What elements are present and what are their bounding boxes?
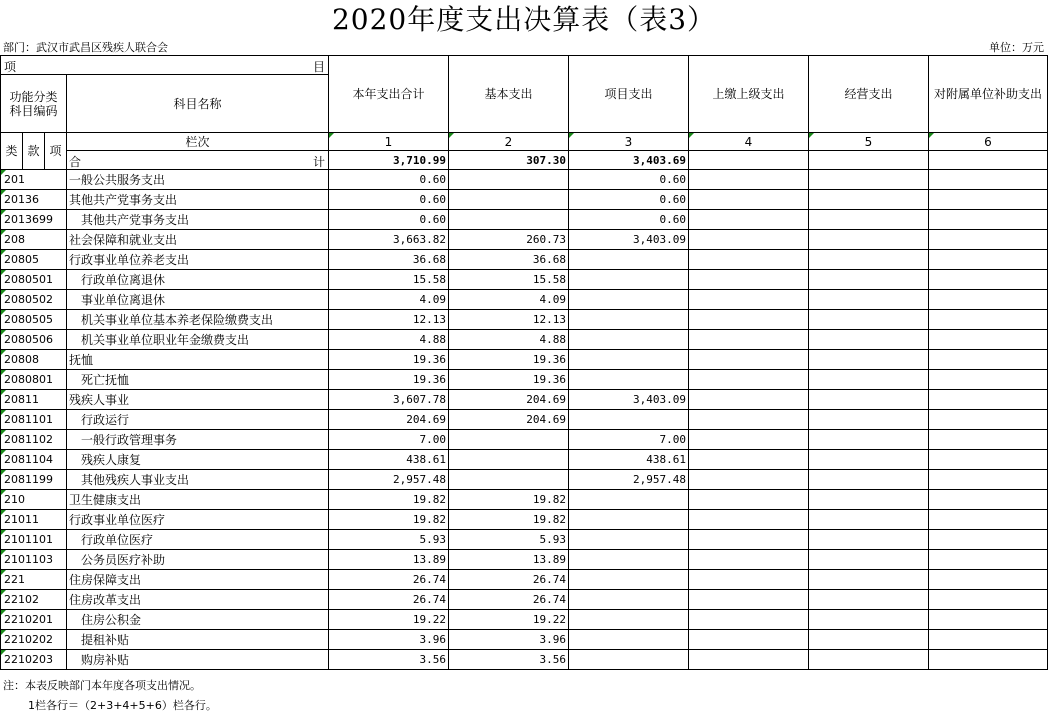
row-value-5: [809, 450, 929, 470]
col-header-2: 基本支出: [449, 56, 569, 133]
department-label: 部门：武汉市武昌区残疾人联合会: [3, 41, 168, 54]
row-value-6: [929, 330, 1048, 350]
table-row: [1, 550, 1048, 570]
row-value-4: [689, 310, 809, 330]
row-value-6: [929, 630, 1048, 650]
row-value-3: [569, 510, 689, 530]
row-value-2: [449, 170, 569, 190]
row-code: 20136: [1, 190, 67, 210]
row-subject-name: 行政运行: [67, 410, 329, 430]
row-value-2: 3.96: [449, 630, 569, 650]
row-value-1: 204.69: [329, 410, 449, 430]
table-row: [1, 370, 1048, 390]
header-xiang-mu-cell: [1, 56, 329, 75]
table-row: [1, 190, 1048, 210]
row-code: 210: [1, 490, 67, 510]
total-he: 合: [69, 155, 82, 169]
table-row: [1, 450, 1048, 470]
row-value-5: [809, 350, 929, 370]
row-value-4: [689, 290, 809, 310]
row-value-1: 438.61: [329, 450, 449, 470]
row-value-6: [929, 370, 1048, 390]
row-value-1: 13.89: [329, 550, 449, 570]
row-value-1: 19.22: [329, 610, 449, 630]
total-value-4: [689, 151, 809, 170]
row-value-1: 5.93: [329, 530, 449, 550]
row-subject-name: 行政单位医疗: [67, 530, 329, 550]
table-row: [1, 430, 1048, 450]
table-row: [1, 470, 1048, 490]
row-value-4: [689, 550, 809, 570]
row-value-2: 36.68: [449, 250, 569, 270]
row-value-6: [929, 430, 1048, 450]
col-no-3: 3: [569, 133, 689, 151]
row-value-3: [569, 590, 689, 610]
row-value-3: 3,403.09: [569, 230, 689, 250]
table-row: [1, 250, 1048, 270]
table-row: [1, 330, 1048, 350]
row-value-6: [929, 490, 1048, 510]
row-value-4: [689, 350, 809, 370]
row-value-2: 260.73: [449, 230, 569, 250]
table-row: [1, 230, 1048, 250]
row-subject-name: 死亡抚恤: [67, 370, 329, 390]
row-subject-name: 机关事业单位基本养老保险缴费支出: [67, 310, 329, 330]
total-value-6: [929, 151, 1048, 170]
row-subject-name: 一般公共服务支出: [67, 170, 329, 190]
row-value-2: 4.09: [449, 290, 569, 310]
col-header-1: 本年支出合计: [329, 56, 449, 133]
row-value-6: [929, 610, 1048, 630]
header-xiang2: 项: [45, 133, 67, 170]
row-code: 2081199: [1, 470, 67, 490]
row-value-3: [569, 630, 689, 650]
row-value-1: 3,663.82: [329, 230, 449, 250]
col-no-5: 5: [809, 133, 929, 151]
row-value-5: [809, 610, 929, 630]
table-row: [1, 210, 1048, 230]
row-value-1: 19.82: [329, 510, 449, 530]
row-value-2: 26.74: [449, 590, 569, 610]
row-code: 2080501: [1, 270, 67, 290]
expenditure-table: [0, 55, 1048, 670]
row-value-4: [689, 370, 809, 390]
row-subject-name: 事业单位离退休: [67, 290, 329, 310]
total-ji: 计: [312, 155, 325, 169]
row-value-2: 4.88: [449, 330, 569, 350]
row-value-2: 19.82: [449, 510, 569, 530]
row-value-6: [929, 230, 1048, 250]
row-value-6: [929, 450, 1048, 470]
row-value-3: [569, 270, 689, 290]
row-value-6: [929, 470, 1048, 490]
row-code: 221: [1, 570, 67, 590]
col-header-4: 上缴上级支出: [689, 56, 809, 133]
row-value-2: 204.69: [449, 390, 569, 410]
row-value-3: [569, 370, 689, 390]
row-subject-name: 住房改革支出: [67, 590, 329, 610]
row-value-3: [569, 610, 689, 630]
row-value-5: [809, 390, 929, 410]
row-code: 20811: [1, 390, 67, 410]
row-value-2: [449, 190, 569, 210]
header-kuan: 款: [23, 133, 45, 170]
row-value-2: 5.93: [449, 530, 569, 550]
row-code: 2013699: [1, 210, 67, 230]
row-value-6: [929, 210, 1048, 230]
row-value-4: [689, 530, 809, 550]
note-2: 1栏各行＝（2+3+4+5+6）栏各行。: [28, 699, 217, 712]
row-subject-name: 抚恤: [67, 350, 329, 370]
row-value-6: [929, 590, 1048, 610]
row-code: 2080506: [1, 330, 67, 350]
row-value-2: 204.69: [449, 410, 569, 430]
row-value-3: [569, 350, 689, 370]
row-value-5: [809, 570, 929, 590]
row-code: 208: [1, 230, 67, 250]
table-row: [1, 630, 1048, 650]
row-value-3: [569, 570, 689, 590]
row-value-6: [929, 310, 1048, 330]
row-value-2: 13.89: [449, 550, 569, 570]
row-subject-name: 提租补贴: [67, 630, 329, 650]
col-header-5: 经营支出: [809, 56, 929, 133]
row-value-5: [809, 210, 929, 230]
col-no-1: 1: [329, 133, 449, 151]
row-value-3: [569, 490, 689, 510]
row-value-6: [929, 510, 1048, 530]
row-value-3: 3,403.09: [569, 390, 689, 410]
header-lei: 类: [1, 133, 23, 170]
total-label-cell: [67, 151, 329, 170]
header-func-code: 功能分类科目编码: [1, 75, 67, 133]
row-subject-name: 卫生健康支出: [67, 490, 329, 510]
row-value-6: [929, 350, 1048, 370]
row-value-2: 15.58: [449, 270, 569, 290]
row-value-6: [929, 570, 1048, 590]
row-value-6: [929, 270, 1048, 290]
total-value-2: 307.30: [449, 151, 569, 170]
row-value-6: [929, 170, 1048, 190]
row-value-2: 19.82: [449, 490, 569, 510]
row-code: 2081101: [1, 410, 67, 430]
row-value-3: [569, 410, 689, 430]
total-value-3: 3,403.69: [569, 151, 689, 170]
row-value-2: [449, 450, 569, 470]
row-value-2: 26.74: [449, 570, 569, 590]
row-subject-name: 残疾人事业: [67, 390, 329, 410]
row-value-3: [569, 550, 689, 570]
row-value-4: [689, 410, 809, 430]
row-value-5: [809, 530, 929, 550]
row-value-1: 3.56: [329, 650, 449, 670]
table-row: [1, 570, 1048, 590]
row-value-6: [929, 390, 1048, 410]
row-value-4: [689, 650, 809, 670]
col-no-2: 2: [449, 133, 569, 151]
row-value-4: [689, 510, 809, 530]
row-value-1: 15.58: [329, 270, 449, 290]
row-code: 2101101: [1, 530, 67, 550]
table-row: [1, 310, 1048, 330]
row-value-5: [809, 510, 929, 530]
row-value-5: [809, 550, 929, 570]
row-value-1: 3,607.78: [329, 390, 449, 410]
row-value-5: [809, 270, 929, 290]
row-value-5: [809, 430, 929, 450]
row-subject-name: 机关事业单位职业年金缴费支出: [67, 330, 329, 350]
row-value-6: [929, 650, 1048, 670]
header-mu: 目: [312, 60, 325, 74]
row-code: 2081102: [1, 430, 67, 450]
row-subject-name: 社会保障和就业支出: [67, 230, 329, 250]
row-code: 2080505: [1, 310, 67, 330]
row-code: 201: [1, 170, 67, 190]
row-subject-name: 公务员医疗补助: [67, 550, 329, 570]
total-value-1: 3,710.99: [329, 151, 449, 170]
row-code: 2101103: [1, 550, 67, 570]
note-1: 注：本表反映部门本年度各项支出情况。: [3, 679, 201, 692]
row-value-1: 0.60: [329, 170, 449, 190]
row-value-3: 7.00: [569, 430, 689, 450]
row-code: 2210202: [1, 630, 67, 650]
row-value-5: [809, 230, 929, 250]
row-value-3: 0.60: [569, 210, 689, 230]
row-value-6: [929, 530, 1048, 550]
header-subject-name: 科目名称: [67, 75, 329, 133]
row-value-3: [569, 530, 689, 550]
row-value-4: [689, 630, 809, 650]
row-value-4: [689, 590, 809, 610]
row-value-1: 3.96: [329, 630, 449, 650]
row-subject-name: 住房公积金: [67, 610, 329, 630]
row-value-3: [569, 310, 689, 330]
row-value-2: 19.36: [449, 370, 569, 390]
row-code: 22102: [1, 590, 67, 610]
row-value-2: [449, 210, 569, 230]
table-row: [1, 410, 1048, 430]
row-value-6: [929, 190, 1048, 210]
col-header-3: 项目支出: [569, 56, 689, 133]
row-code: 2081104: [1, 450, 67, 470]
row-value-3: 2,957.48: [569, 470, 689, 490]
row-value-1: 4.09: [329, 290, 449, 310]
row-value-6: [929, 410, 1048, 430]
unit-label: 单位：万元: [989, 41, 1044, 54]
row-value-3: 0.60: [569, 170, 689, 190]
row-value-4: [689, 230, 809, 250]
row-value-3: 438.61: [569, 450, 689, 470]
row-value-5: [809, 650, 929, 670]
row-value-4: [689, 610, 809, 630]
row-value-1: 36.68: [329, 250, 449, 270]
row-value-2: [449, 470, 569, 490]
row-value-5: [809, 370, 929, 390]
row-value-4: [689, 270, 809, 290]
row-value-4: [689, 250, 809, 270]
row-code: 21011: [1, 510, 67, 530]
row-code: 2080502: [1, 290, 67, 310]
row-code: 2210201: [1, 610, 67, 630]
table-row: [1, 510, 1048, 530]
row-value-4: [689, 210, 809, 230]
table-row: [1, 490, 1048, 510]
row-value-5: [809, 630, 929, 650]
row-value-5: [809, 310, 929, 330]
row-value-4: [689, 490, 809, 510]
header-lanci: 栏次: [67, 133, 329, 151]
row-value-4: [689, 170, 809, 190]
row-code: 20808: [1, 350, 67, 370]
row-value-1: 19.36: [329, 350, 449, 370]
row-code: 2210203: [1, 650, 67, 670]
row-subject-name: 一般行政管理事务: [67, 430, 329, 450]
row-subject-name: 行政单位离退休: [67, 270, 329, 290]
row-value-1: 26.74: [329, 570, 449, 590]
table-row: [1, 170, 1048, 190]
notes: [0, 676, 1048, 716]
table-row: [1, 650, 1048, 670]
row-value-1: 4.88: [329, 330, 449, 350]
table-row: [1, 350, 1048, 370]
row-subject-name: 其他共产党事务支出: [67, 190, 329, 210]
row-subject-name: 行政事业单位养老支出: [67, 250, 329, 270]
row-value-3: [569, 250, 689, 270]
total-value-5: [809, 151, 929, 170]
row-value-2: 12.13: [449, 310, 569, 330]
row-value-3: [569, 330, 689, 350]
row-value-4: [689, 570, 809, 590]
row-value-4: [689, 390, 809, 410]
col-no-6: 6: [929, 133, 1048, 151]
page-title: 2020年度支出决算表（表3）: [331, 3, 717, 36]
table-row: [1, 390, 1048, 410]
row-value-1: 19.36: [329, 370, 449, 390]
header-xiang: 项: [4, 60, 17, 74]
row-value-1: 0.60: [329, 210, 449, 230]
row-subject-name: 残疾人康复: [67, 450, 329, 470]
row-value-5: [809, 250, 929, 270]
row-value-5: [809, 410, 929, 430]
col-header-6: 对附属单位补助支出: [929, 56, 1048, 133]
row-value-1: 2,957.48: [329, 470, 449, 490]
row-value-2: 3.56: [449, 650, 569, 670]
row-subject-name: 其他共产党事务支出: [67, 210, 329, 230]
row-value-4: [689, 470, 809, 490]
row-value-2: 19.36: [449, 350, 569, 370]
row-value-3: [569, 290, 689, 310]
row-subject-name: 住房保障支出: [67, 570, 329, 590]
row-value-6: [929, 550, 1048, 570]
row-value-3: [569, 650, 689, 670]
table-row: [1, 290, 1048, 310]
table-row: [1, 610, 1048, 630]
row-value-1: 12.13: [329, 310, 449, 330]
row-subject-name: 其他残疾人事业支出: [67, 470, 329, 490]
table-row: [1, 530, 1048, 550]
row-value-5: [809, 330, 929, 350]
row-value-5: [809, 490, 929, 510]
row-code: 20805: [1, 250, 67, 270]
row-value-5: [809, 290, 929, 310]
row-value-3: 0.60: [569, 190, 689, 210]
table-row: [1, 270, 1048, 290]
row-value-1: 19.82: [329, 490, 449, 510]
row-subject-name: 购房补贴: [67, 650, 329, 670]
row-value-1: 0.60: [329, 190, 449, 210]
row-value-6: [929, 290, 1048, 310]
col-no-4: 4: [689, 133, 809, 151]
row-value-2: 19.22: [449, 610, 569, 630]
row-value-4: [689, 450, 809, 470]
row-value-5: [809, 470, 929, 490]
row-value-5: [809, 170, 929, 190]
row-value-1: 7.00: [329, 430, 449, 450]
row-value-5: [809, 590, 929, 610]
row-value-1: 26.74: [329, 590, 449, 610]
row-value-4: [689, 430, 809, 450]
row-code: 2080801: [1, 370, 67, 390]
row-value-6: [929, 250, 1048, 270]
row-subject-name: 行政事业单位医疗: [67, 510, 329, 530]
row-value-4: [689, 190, 809, 210]
table-row: [1, 590, 1048, 610]
row-value-2: [449, 430, 569, 450]
row-value-5: [809, 190, 929, 210]
row-value-4: [689, 330, 809, 350]
